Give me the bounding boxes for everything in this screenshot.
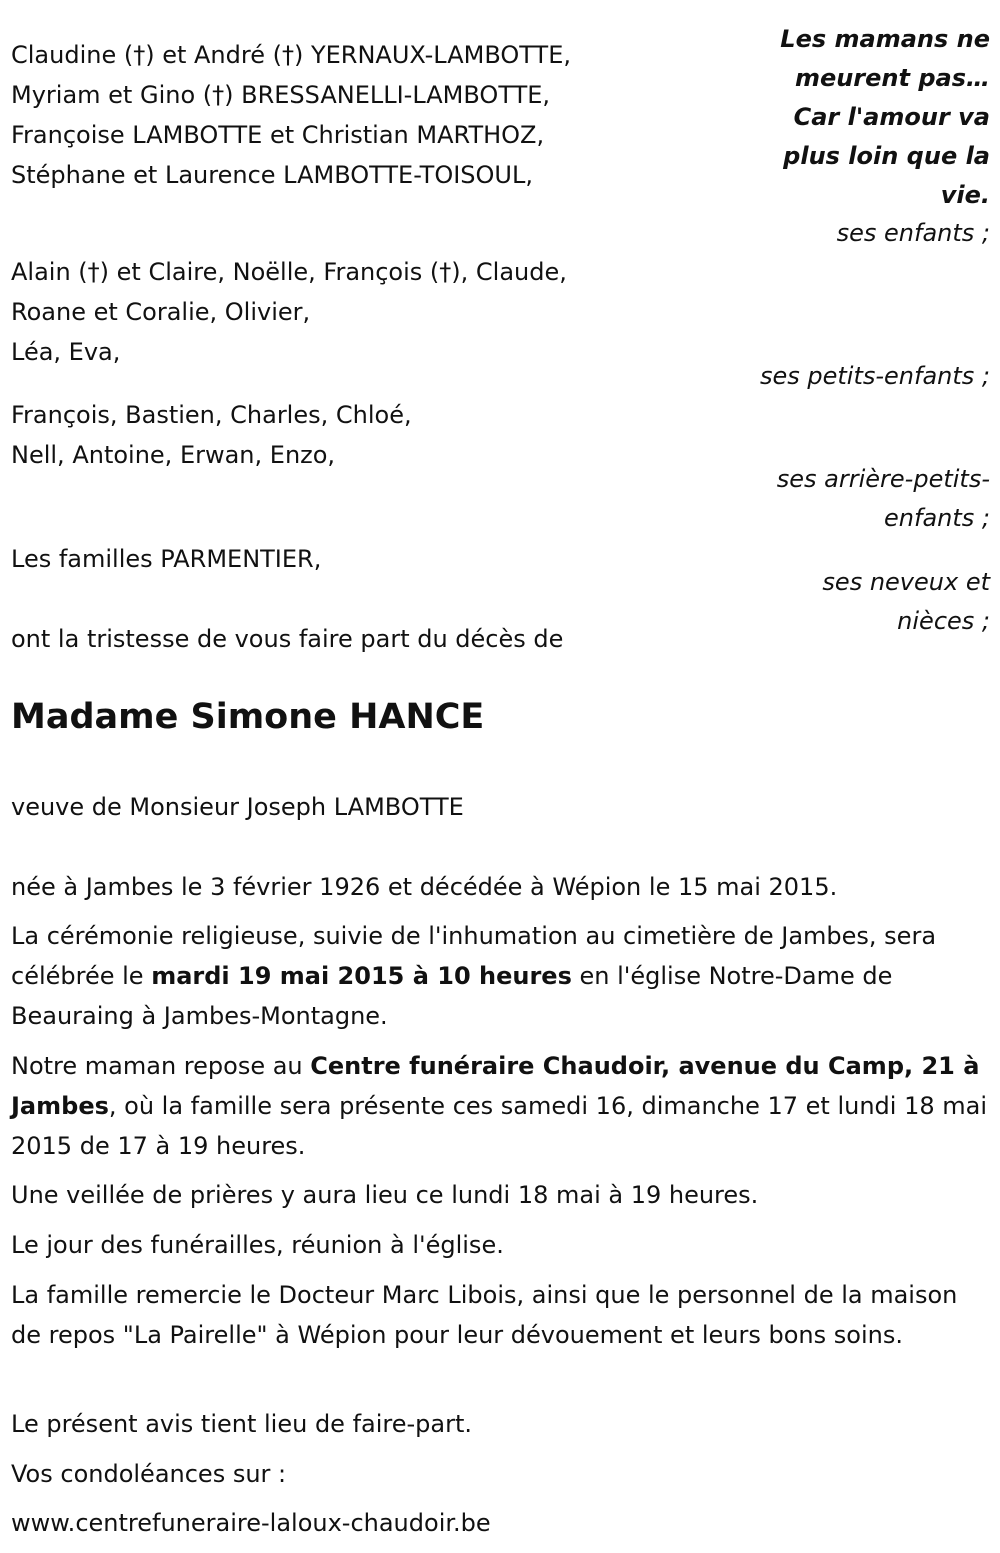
great-grandchildren-line: Nell, Antoine, Erwan, Enzo, bbox=[11, 441, 336, 469]
vigil-paragraph: Une veillée de prières y aura lieu ce lundi 18 mai à 19 heures. bbox=[11, 1181, 759, 1209]
children-line: Stéphane et Laurence LAMBOTTE-TOISOUL, bbox=[11, 161, 533, 189]
ceremony-paragraph bbox=[11, 916, 991, 1036]
families-line: Les familles PARMENTIER, bbox=[11, 545, 322, 573]
widow-of-line: veuve de Monsieur Joseph LAMBOTTE bbox=[11, 793, 464, 821]
visiting-hours: , où la famille sera présente ces samedi 16, dimanche 17 et lundi 18 mai 2015 de 17 à 19 heures. bbox=[11, 1092, 987, 1160]
epigraph-quote: Les mamans ne meurent pas… Car l'amour va plus loin que la vie. bbox=[780, 25, 990, 209]
grandchildren-line: Roane et Coralie, Olivier, bbox=[11, 298, 311, 326]
grandchildren-list bbox=[11, 252, 567, 372]
children-line: Myriam et Gino (†) BRESSANELLI-LAMBOTTE, bbox=[11, 81, 551, 109]
ceremony-text: La cérémonie religieuse, suivie de l'inhumation au cimetière de Jambes, sera célébrée le bbox=[11, 922, 937, 990]
funeral-day-paragraph: Le jour des funérailles, réunion à l'église. bbox=[11, 1231, 504, 1259]
rest-text: Notre maman repose au bbox=[11, 1052, 311, 1080]
ceremony-date: mardi 19 mai 2015 à 10 heures bbox=[151, 962, 572, 990]
children-line: Françoise LAMBOTTE et Christian MARTHOZ, bbox=[11, 121, 545, 149]
children-line: Claudine (†) et André (†) YERNAUX-LAMBOTTE, bbox=[11, 41, 571, 69]
great-grandchildren-label: ses arrière-petits-enfants ; bbox=[776, 465, 990, 532]
notice-paragraph: Le présent avis tient lieu de faire-part. bbox=[11, 1410, 473, 1438]
condolences-label: Vos condoléances sur : bbox=[11, 1460, 287, 1488]
great-grandchildren-line: François, Bastien, Charles, Chloé, bbox=[11, 401, 412, 429]
funeral-home-address: Centre funéraire Chaudoir, avenue du Camp, 21 à Jambes bbox=[11, 1052, 980, 1120]
grandchildren-line: Alain (†) et Claire, Noëlle, François (†), Claude, bbox=[11, 258, 567, 286]
rest-paragraph bbox=[11, 1046, 991, 1166]
great-grandchildren-list bbox=[11, 395, 412, 475]
deceased-name: Madame Simone HANCE bbox=[11, 697, 485, 737]
children-label: ses enfants ; bbox=[836, 219, 990, 247]
nephews-nieces-label: ses neveux et nièces ; bbox=[822, 568, 990, 635]
website-link[interactable]: www.centrefuneraire-laloux-chaudoir.be bbox=[11, 1509, 491, 1537]
grandchildren-label: ses petits-enfants ; bbox=[759, 362, 990, 390]
thanks-paragraph: La famille remercie le Docteur Marc Libois, ainsi que le personnel de la maison de repos "La Pairelle" à Wépion pour leur dévouement et leurs bons soins. bbox=[11, 1281, 958, 1349]
announcement-line: ont la tristesse de vous faire part du décès de bbox=[11, 625, 564, 653]
grandchildren-line: Léa, Eva, bbox=[11, 338, 121, 366]
birth-death-paragraph: née à Jambes le 3 février 1926 et décédée à Wépion le 15 mai 2015. bbox=[11, 873, 838, 901]
children-list bbox=[11, 35, 571, 195]
ceremony-place: en l'église Notre-Dame de Beauraing à Jambes-Montagne. bbox=[11, 962, 893, 1030]
